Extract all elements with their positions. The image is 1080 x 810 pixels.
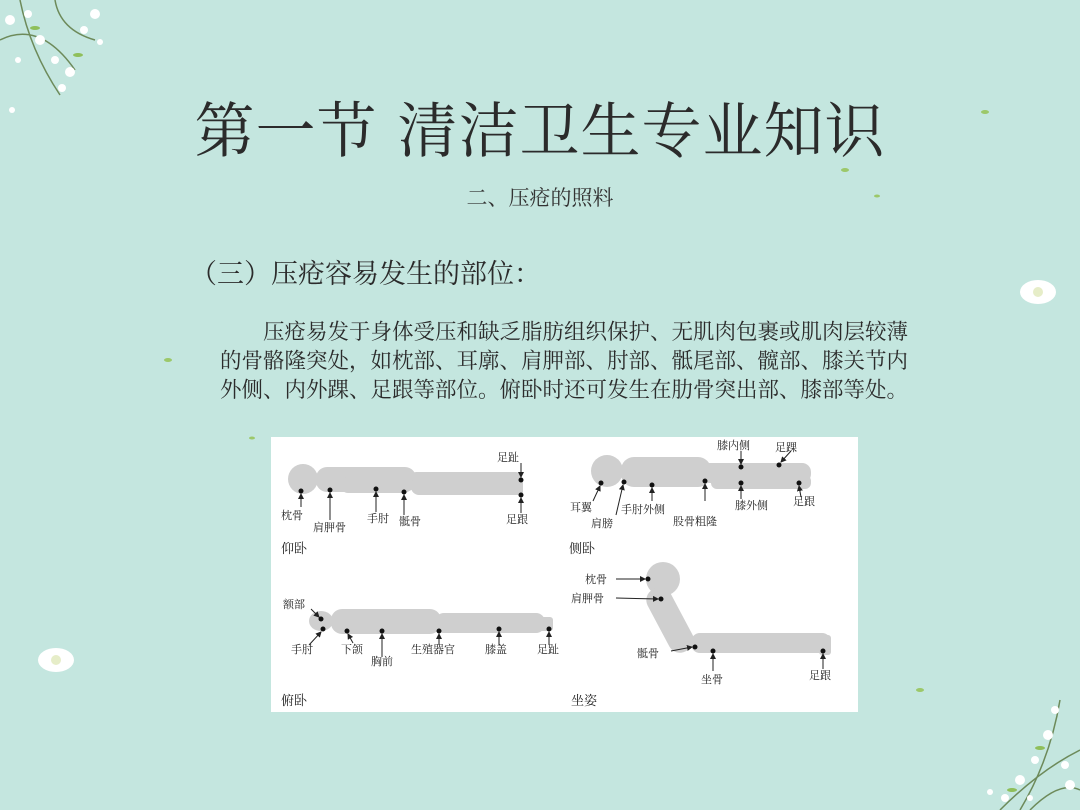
prone-label-knee: 膝盖 [485,643,507,656]
lateral-label-elbow-out: 手肘外侧 [621,503,665,516]
prone-label-toe: 足趾 [537,643,559,656]
sitting-label-occiput: 枕骨 [585,573,607,586]
slide-subtitle: 二、压疮的照料 [466,186,614,210]
sitting-label-ischium: 坐骨 [701,673,723,686]
lateral-caption: 侧卧 [569,542,596,557]
lateral-label-ankle: 足踝 [775,441,797,454]
sitting-label-scapula: 肩胛骨 [571,592,604,605]
pressure-points-figure [271,437,858,712]
supine-label-sacrum: 骶骨 [399,515,421,528]
supine-label-scapula: 肩胛骨 [313,521,346,534]
prone-label-elbow: 手肘 [291,643,313,656]
lateral-panel [569,438,815,557]
supine-label-heel: 足跟 [506,513,528,526]
slide-title: 第一节 清洁卫生专业知识 [194,97,886,167]
sitting-panel [571,562,831,709]
prone-panel [281,597,559,709]
supine-label-elbow: 手肘 [367,512,389,525]
sitting-caption: 坐姿 [571,694,598,709]
prone-label-chest: 胸前 [371,655,393,668]
lateral-label-knee-out: 膝外侧 [735,499,768,512]
prone-label-jaw: 下颌 [341,643,363,656]
supine-panel [281,450,528,557]
lateral-label-ear: 耳翼 [570,501,592,514]
body-paragraph: 压疮易发于身体受压和缺乏脂肪组织保护、无肌肉包裹或肌肉层较薄的骨骼隆突处，如枕部、耳廓、肩胛部、肘部、骶尾部、髋部、膝关节内外侧、内外踝、足跟等部位。俯卧时还可发生在肋骨突出部、膝部等处。 [220,320,909,403]
section-heading: （三）压疮容易发生的部位： [190,259,541,290]
supine-label-occiput: 枕骨 [281,509,303,522]
lateral-label-knee-in: 膝内侧 [717,439,750,452]
prone-label-genitals: 生殖器官 [411,643,455,656]
prone-label-forehead: 额部 [283,598,305,611]
supine-label-toe: 足趾 [497,451,519,464]
lateral-label-femur: 股骨粗隆 [673,515,717,528]
lateral-label-heel: 足跟 [793,495,815,508]
lateral-label-shoulder: 肩膀 [591,517,613,530]
supine-caption: 仰卧 [281,542,308,557]
pressure-points-diagram [271,437,858,712]
sitting-label-sacrum: 骶骨 [637,647,659,660]
sitting-label-heel: 足跟 [809,669,831,682]
prone-caption: 俯卧 [281,694,308,709]
